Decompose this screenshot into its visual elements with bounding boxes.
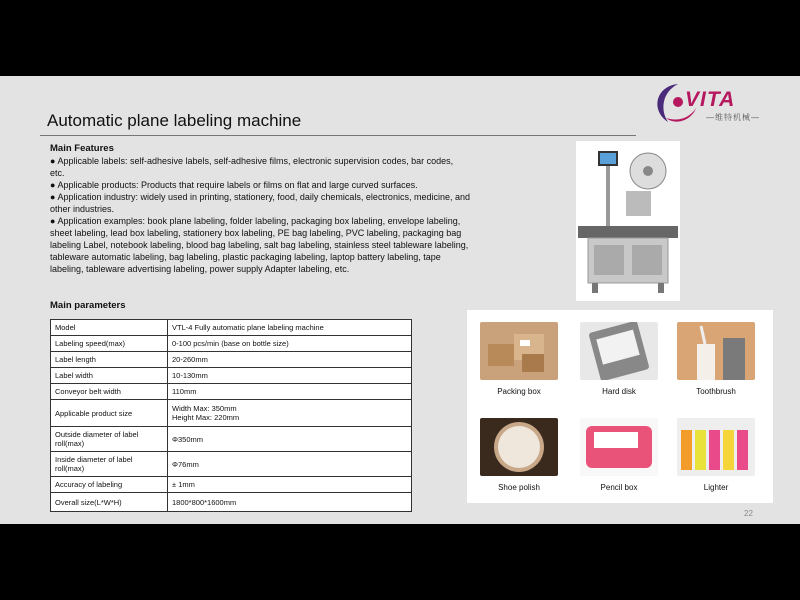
table-row: Applicable product size Width Max: 350mm Height Max: 220mm: [51, 400, 412, 427]
sample-caption: Shoe polish: [498, 483, 540, 492]
logo-subtitle: —维特机械—: [706, 113, 760, 122]
table-row: Label width 10-130mm: [51, 368, 412, 384]
hard-disk-icon: [580, 322, 658, 380]
lighter-icon: [677, 418, 755, 476]
title-divider: [40, 135, 636, 136]
sample-caption: Packing box: [497, 387, 541, 396]
table-row: Model VTL-4 Fully automatic plane labeling machine: [51, 320, 412, 336]
feature-item: ● Applicable labels: self-adhesive labels, self-adhesive films, electronic supervision codes, bar codes, etc.: [50, 156, 454, 178]
slide-title: Automatic plane labeling machine: [47, 111, 302, 130]
feature-item: ● Applicable products: Products that require labels or films on flat and large curved surfaces.: [50, 180, 418, 190]
sample-caption: Lighter: [703, 483, 729, 492]
params-heading: Main parameters: [50, 300, 126, 311]
table-row: Labeling speed(max) 0-100 pcs/min (base on bottle size): [51, 336, 412, 352]
shoe-polish-icon: [480, 418, 558, 476]
toothbrush-icon: [677, 322, 755, 380]
labeling-machine-image: [576, 141, 680, 301]
logo-brand: VITA: [685, 88, 736, 111]
table-row: Accuracy of labeling ± 1mm: [51, 477, 412, 493]
sample-item: [479, 418, 559, 492]
sample-item: [579, 322, 659, 396]
sample-item: [676, 322, 756, 396]
sample-item: [676, 418, 756, 492]
pencil-box-icon: [580, 418, 658, 476]
page-number: 22: [744, 509, 753, 518]
table-row: Overall size(L*W*H) 1800*800*1600mm: [51, 493, 412, 512]
sample-products-panel: [467, 310, 773, 503]
slide: [0, 76, 800, 524]
feature-item: ● Application examples: book plane labeling, folder labeling, packaging box labeling, envelope labeling, sheet labeling, lead box labeling, stationery box labeling, PE bag labeling, PVC labeling, packaging bag labeling Label, notebook labeling, blood bag labeling, salt bag labeling, stainless steel tableware labeling, tableware automatic labeling, bag labeling, plastic packaging labeling, laptop battery labeling, tape labeling, tableware advertising labeling, power supply Adapter labeling, etc.: [50, 216, 469, 274]
main-features: [50, 143, 470, 275]
feature-item: ● Application industry: widely used in printing, stationery, food, daily chemicals, electronics, medicine, and other industries.: [50, 192, 470, 214]
sample-caption: Pencil box: [600, 483, 638, 492]
table-row: Inside diameter of label roll(max) Φ76mm: [51, 452, 412, 477]
params-table: [50, 319, 412, 512]
sample-caption: Toothbrush: [696, 387, 736, 396]
sample-item: [479, 322, 559, 396]
table-row: Outside diameter of label roll(max) Φ350mm: [51, 427, 412, 452]
features-heading: Main Features: [50, 143, 114, 154]
packing-box-icon: [480, 322, 558, 380]
table-row: Conveyor belt width 110mm: [51, 384, 412, 400]
table-row: Label length 20-260mm: [51, 352, 412, 368]
sample-caption: Hard disk: [602, 387, 636, 396]
sample-item: [579, 418, 659, 492]
